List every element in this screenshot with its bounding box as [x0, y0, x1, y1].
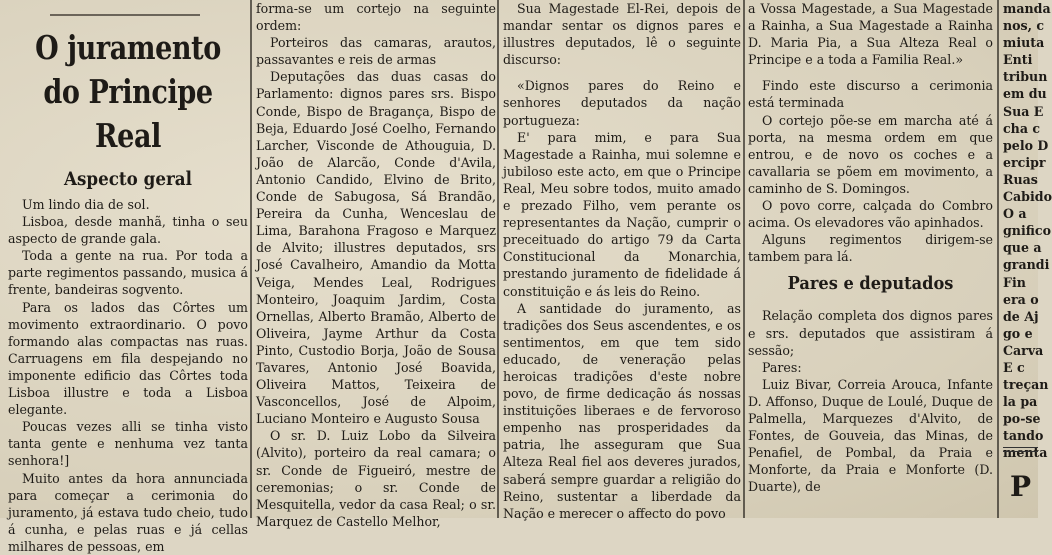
text-line: gnifico	[1003, 223, 1051, 239]
paragraph: Deputações das duas casas do Parlamento: dignos pares srs. Bispo Conde, Bispo de Bragança, Bispo de Beja, Eduardo José Coelho, Fernando Larcher, Visconde de Athouguia, D. João de Alarcão, Conde d'Avila, Antonio Candido, Elvino de Brito, Conde de Sabugosa, Sá Brandão, Pereira da Cunha, Wenceslau de Lima, Barahona Fragoso e Marquez de Alvito; illustres deputados, srs José Cavalheiro, Amandio da Motta Veiga, Mendes Leal, Rodrigues Monteiro, Joaquim Jardim, Costa Ornellas, Alberto Bramão, Alberto de Oliveira, Jayme Arthur da Costa Pinto, Custodio Borja, João de Sousa Tavares, Antonio José Boavida, Oliveira Mattos, Teixeira de Vasconcellos, José de Alpoim, Luciano Monteiro e Augusto Sousa	[256, 69, 496, 427]
paragraph: O cortejo põe-se em marcha até á porta, na mesma ordem em que entrou, e de novo os coches e a cavallaria se põem em movimento, a caminho de S. Domingos.	[748, 112, 993, 196]
paragraph: forma-se um cortejo na seguinte ordem:	[256, 1, 496, 34]
text-line: menta	[1003, 445, 1048, 461]
text-line: Fin	[1003, 274, 1026, 290]
headline-line: O juramento	[35, 28, 221, 67]
paragraph: O povo corre, calçada do Combro acima. Os elevadores vão apinhados.	[748, 198, 993, 231]
paragraph: E' para mim, e para Sua Magestade a Rainha, mui solemne e jubiloso este acto, em que o Principe Real, Meu sobre todos, muito amado e prezado Filho, vem perante os representantes da Nação, cumprir o preceituado do artigo 79 da Carta Constitucional da Monarchia, prestando juramento de fidelidade á constituição e ás leis do Reino.	[503, 129, 741, 299]
text-line: miuta	[1003, 35, 1045, 51]
text-line: era o	[1003, 291, 1039, 307]
column-3	[503, 0, 741, 521]
text-line: E c	[1003, 359, 1025, 375]
paragraph: Muito antes da hora annunciada para começar a cerimonia do juramento, já estava tudo cheio, tudo á cunha, e pelas ruas e já cellas milhares de pessoas, em	[8, 470, 248, 554]
paragraph: Luiz Bivar, Correia Arouca, Infante D. Affonso, Duque de Loulé, Duque de Palmella, Marquezes d'Alvito, de Fontes, de Gouveia, das Minas, de Penafiel, de Pombal, da Praia e Monforte, da Praia e Monforte (D. Duarte), de	[748, 376, 993, 495]
column-rule	[250, 0, 252, 518]
text-line: nos, c	[1003, 18, 1045, 34]
paragraph: Findo este discurso a cerimonia está terminada	[748, 78, 993, 111]
column-1	[8, 0, 248, 554]
text-line: Ruas	[1003, 171, 1038, 187]
paragraph: Relação completa dos dignos pares e srs. deputados que assistiram á sessão;	[748, 308, 993, 358]
paragraph: O sr. D. Luiz Lobo da Silveira (Alvito), porteiro da real camara; o sr. Conde de Figueiró, mestre de ceremonias; o sr. Conde de Mesquitella, vedor da casa Real; o sr. Marquez de Castello Melhor,	[256, 428, 496, 529]
text-line: la pa	[1003, 394, 1038, 410]
text-line: em du	[1003, 86, 1047, 102]
paragraph: Um lindo dia de sol.	[22, 197, 150, 212]
section-heading: Pares e deputados	[787, 273, 954, 295]
paragraph: Alguns regimentos dirigem-se tambem para lá.	[748, 232, 993, 265]
paragraph: Pares:	[762, 359, 802, 375]
section-initial: P	[1010, 470, 1032, 503]
text-line: Cabido	[1003, 189, 1052, 205]
text-line: treçan	[1003, 377, 1049, 393]
text-line: pelo D	[1003, 137, 1049, 153]
column-2	[256, 0, 496, 529]
text-line: tando	[1003, 428, 1044, 444]
paragraph: «Dignos pares do Reino e senhores deputados da nação portugueza:	[503, 78, 741, 128]
text-line: Carva	[1003, 342, 1044, 358]
column-rule	[497, 0, 499, 518]
article-subheading: Aspecto geral	[64, 168, 192, 190]
column-4	[748, 0, 993, 518]
paragraph: Para os lados das Côrtes um movimento extraordinario. O povo formando alas compactas nas ruas. Carruagens em fila despejando no imponente edificio das Côrtes toda Lisboa illustre e toda a Lisboa elegante.	[8, 299, 248, 418]
headline-line: do Principe Real	[43, 72, 213, 155]
column-rule	[743, 0, 745, 518]
text-line: tribun	[1003, 69, 1048, 85]
text-line: Sua E	[1003, 103, 1044, 119]
paragraph: Porteiros das camaras, arautos, passavantes e reis de armas	[256, 35, 496, 68]
paragraph: a Vossa Magestade, a Sua Magestade a Rainha, a Sua Magestade a Rainha D. Maria Pia, a Sua Alteza Real o Principe e a toda a Familia Real.»	[748, 1, 993, 68]
text-line: ercipr	[1003, 154, 1046, 170]
text-line: de Aj	[1003, 308, 1039, 324]
double-rule	[1003, 447, 1038, 452]
paragraph: Poucas vezes alli se tinha visto tanta gente e nenhuma vez tanta senhora!]	[8, 419, 248, 469]
text-line: po-se	[1003, 411, 1041, 427]
text-line: Enti	[1003, 52, 1033, 68]
text-line: grandi	[1003, 257, 1050, 273]
paragraph: Lisboa, desde manhã, tinha o seu aspecto de grande gala.	[8, 214, 248, 247]
text-line: cha c	[1003, 120, 1041, 136]
text-line: que a	[1003, 240, 1042, 256]
text-line: O a	[1003, 206, 1027, 222]
column-rule	[997, 0, 999, 518]
article-headline	[9, 26, 247, 158]
paragraph: A santidade do juramento, as tradições dos Seus ascendentes, e os sentimentos, em que tem sido educado, de veneração pelas heroicas tradições d'este nobre povo, de firme dedicação ás nossas instituições liberaes e de fervoroso empenho nas prosperidades da patria, lhe asseguram que Sua Alteza Real fiel aos deveres jurados, saberá sempre guardar a religião do Reino, sustentar a liberdade da Nação e merecer o affecto do povo	[503, 300, 741, 521]
text-line: manda	[1003, 1, 1051, 16]
paragraph: Toda a gente na rua. Por toda a parte regimentos passando, musica á frente, bandeiras sogvento.	[8, 248, 248, 298]
column-5-cropped	[1003, 0, 1052, 518]
paragraph: Sua Magestade El-Rei, depois de mandar sentar os dignos pares e illustres deputados, lê o seguinte discurso:	[503, 1, 741, 68]
text-line: go e	[1003, 325, 1033, 341]
